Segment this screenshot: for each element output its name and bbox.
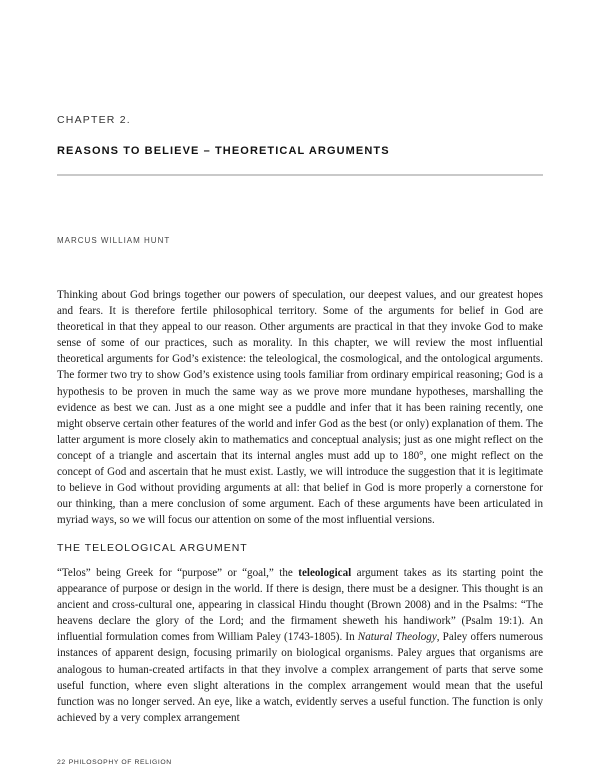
running-book-title: PHILOSOPHY OF RELIGION bbox=[68, 759, 172, 766]
page-number: 22 bbox=[57, 759, 66, 766]
term-teleological: teleological bbox=[298, 567, 352, 579]
section-heading: THE TELEOLOGICAL ARGUMENT bbox=[57, 542, 248, 554]
intro-paragraph: Thinking about God brings together our powers of speculation, our deepest values, and our greatest hopes and fears. It is therefore fertile philosophical territory. Some of the arguments for belief in God are theoretical in that they appeal to our reason. Other arguments are practical in that they invoke God to make sense of some of our practices, such as morality. In this chapter, we will review the most influential theoretical arguments for God’s existence: the teleological, the cosmological, and the ontological arguments. The former two try to show God’s existence using tools familiar from ordinary empirical reasoning; God is a hypothesis to be proven in much the same way as we prove more mundane hypotheses, marshalling the evidence as best we can. Just as a one might see a puddle and infer that it has been raining recently, one might observe certain other features of the world and infer God as the best (or only) explanation of them. The latter argument is more closely akin to mathematics and conceptual analysis; just as one might reflect on the concept of a triangle and ascertain that its internal angles must add up to 180°, one might reflect on the concept of God and ascertain that he must exist. Lastly, we will introduce the suggestion that it is legitimate to believe in God without providing arguments at all: that belief in God is more properly a cornerstone for our thinking, than a mere conclusion of some argument. Each of these arguments have been articulated in myriad ways, so we will focus our attention on some of the most influential versions. bbox=[57, 289, 543, 527]
chapter-divider bbox=[57, 174, 543, 176]
chapter-title: REASONS TO BELIEVE – THEORETICAL ARGUMENTS bbox=[57, 145, 390, 157]
chapter-label: CHAPTER 2. bbox=[57, 114, 131, 126]
paragraph-text-middle: argument takes as its starting point the appearance of purpose or design in the world. If there is design, there must be a designer. This thought is an ancient and cross-cultural one, appearing in classical Hindu thought (Brown 2008) and in the Psalms: “The heavens declare the glory of the Lord; and the firmament sheweth his handiwork” (Psalm 19:1). An influential formulation comes from William Paley (1743-1805). In bbox=[57, 567, 544, 644]
teleological-paragraph bbox=[57, 565, 543, 726]
page-footer bbox=[57, 759, 172, 766]
author-name: MARCUS WILLIAM HUNT bbox=[57, 236, 171, 245]
paragraph-text-end: , Paley offers numerous instances of apparent design, focusing primarily on biological organisms. Paley argues that organisms are analogous to human-created artifacts in that they involve a complex arrangement of parts that serve some useful function, where even slight alterations in the complex arrangement would mean that the useful function was no longer served. An eye, like a watch, evidently serves a useful function. The function is only achieved by a very complex arrangement bbox=[57, 631, 543, 724]
paragraph-text-start: “Telos” being Greek for “purpose” or “goal,” the bbox=[57, 567, 299, 579]
book-title-natural-theology: Natural Theology bbox=[357, 631, 437, 644]
